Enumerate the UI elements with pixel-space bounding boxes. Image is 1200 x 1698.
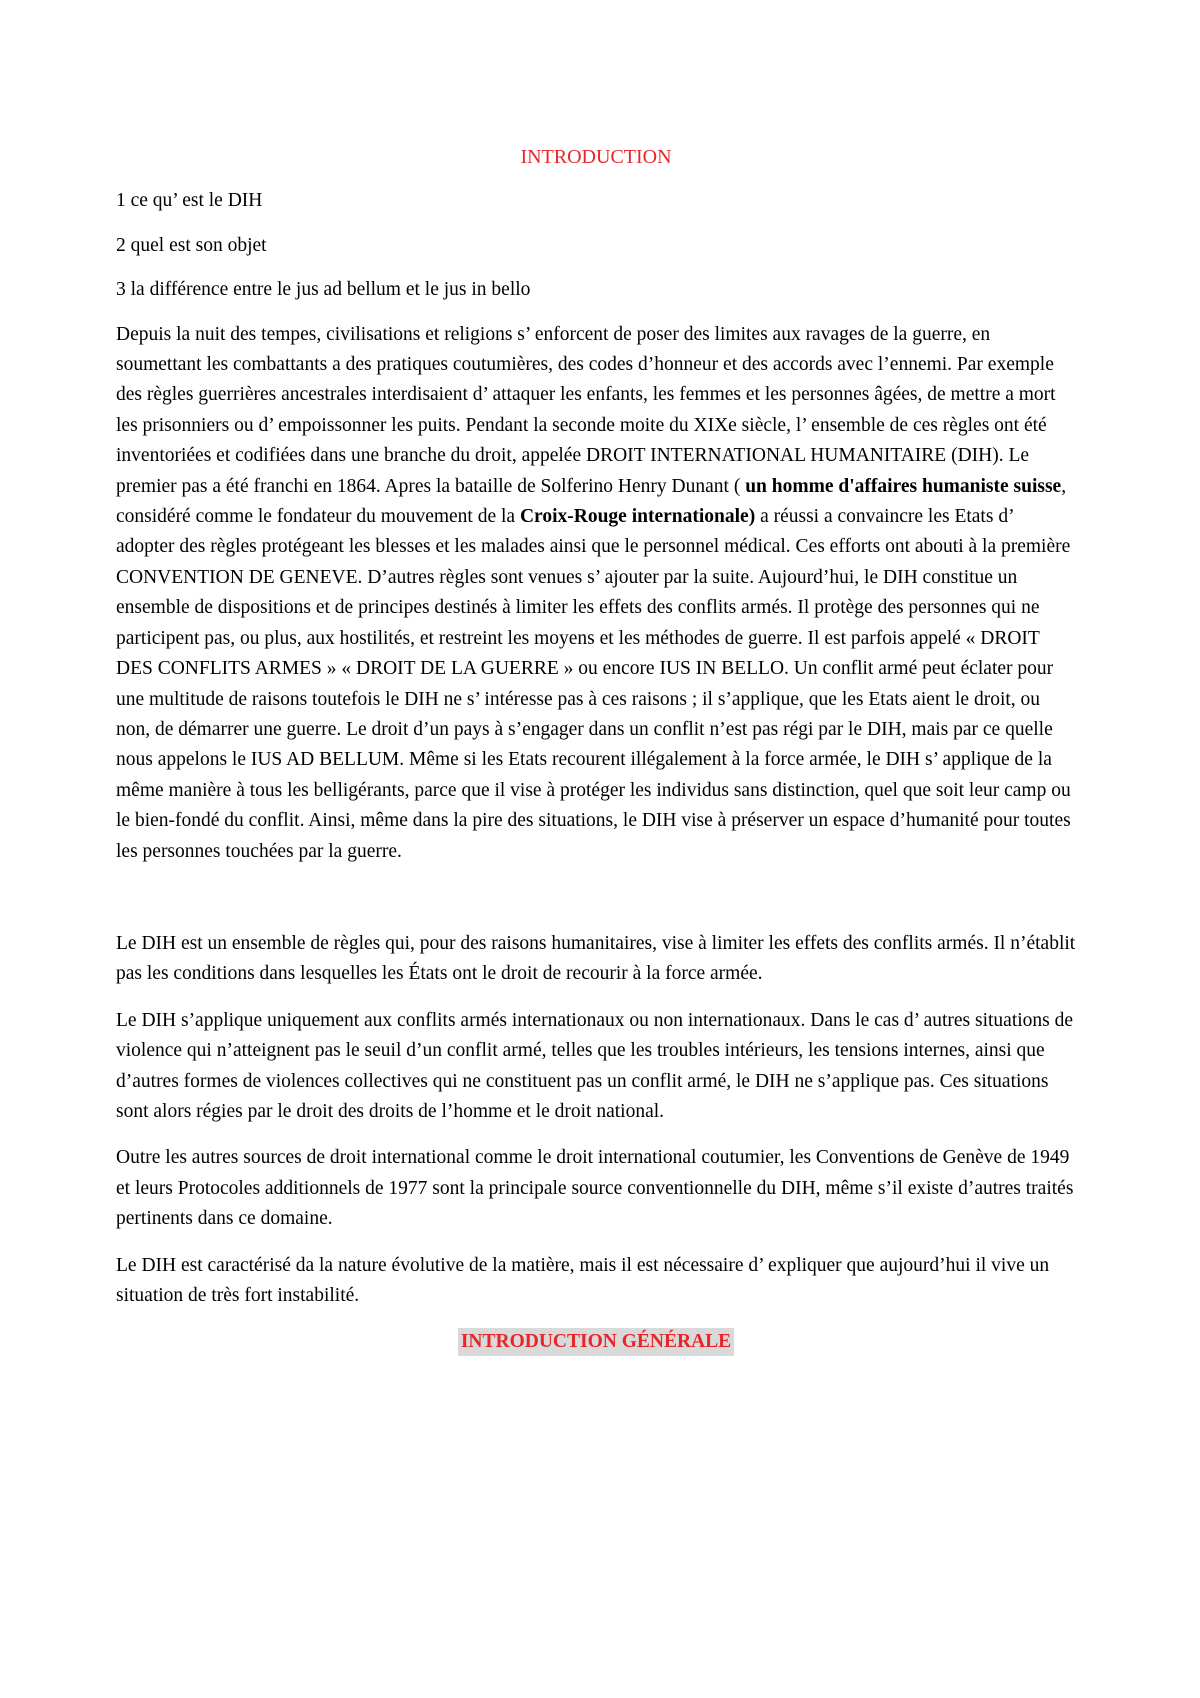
intro-bold-dunant: un homme d'affaires humaniste suisse — [740, 475, 1062, 497]
paragraph-evolution: Le DIH est caractérisé da la nature évolutive de la matière, mais il est nécessaire d’ expliquer que aujourd’hui il vive un situation de très fort instabilité. — [116, 1254, 1050, 1306]
intro-text-part-2: , considéré comme le fondateur du mouvement de la — [116, 475, 1067, 528]
document-body — [116, 142, 1076, 1358]
paragraph-sources: Outre les autres sources de droit international comme le droit international coutumier, les Conventions de Genève de 1949 et leurs Protocoles additionnels de 1977 sont la principale source conventionnelle du DIH, même s’il existe d’autres traités pertinents dans ce domaine. — [116, 1147, 1074, 1230]
paragraph-definition: Le DIH est un ensemble de règles qui, pour des raisons humanitaires, vise à limiter les effets des conflits armés. Il n’établit pas les conditions dans lesquelles les États ont le droit de recourir à la force armée. — [116, 932, 1076, 985]
paragraph-scope: Le DIH s’applique uniquement aux conflits armés internationaux ou non internationaux. Dans le cas d’ autres situations de violence qui n’atteignent pas le seuil d’un conflit armé, telles que les troubles intérieurs, les tensions internes, ainsi que d’autres formes de violences collectives qui ne constituent pas un conflit armé, le DIH ne s’applique pas. Ces situations sont alors régies par le droit des droits de l’homme et le droit national. — [116, 1009, 1074, 1122]
intro-paragraph — [116, 320, 1076, 867]
outline-item-1: 1 ce qu’ est le DIH — [116, 190, 263, 212]
section-heading — [116, 1327, 1076, 1357]
outline-item-2: 2 quel est son objet — [116, 234, 267, 256]
intro-text-part-1: Depuis la nuit des tempes, civilisations et religions s’ enforcent de poser des limites aux ravages de la guerre, en soumettant les combattants a des pratiques coutumières, des codes d’honneur et des accords avec l’ennemi. Par exemple des règles guerrières ancestrales interdisaient d’ attaquer les enfants, les femmes et les personnes âgées, de mettre a mort les prisonniers ou d’ empoissonner les puits. Pendant la seconde moite du XIXe siècle, l’ ensemble de ces règles ont été inventoriées et codifiées dans une branche du droit, appelée DROIT INTERNATIONAL HUMANITAIRE (DIH). Le premier pas a été franchi en 1864. Apres la bataille de Solferino Henry Dunant ( — [116, 323, 1056, 497]
intro-text-part-3: a réussi a convaincre les Etats d’ adopter des règles protégeant les blesses et les malades ainsi que le personnel médical. Ces efforts ont abouti à la première CONVENTION DE GENEVE. D’autres règles sont venues s’ ajouter par la suite. Aujourd’hui, le DIH constitue un ensemble de dispositions et de principes destinés à limiter les effets des conflits armés. Il protège des personnes qui ne participent pas, ou plus, aux hostilités, et restreint les moyens et les méthodes de guerre. Il est parfois appelé « DROIT DES CONFLITS ARMES » « DROIT DE LA GUERRE » ou encore IUS IN BELLO. Un conflit armé peut éclater pour une multitude de raisons toutefois le DIH ne s’ intéresse pas à ces raisons ; il s’applique, que les Etats aient le droit, ou non, de démarrer une guerre. Le droit d’un pays à s’engager dans un conflit n’est pas régi par le DIH, mais par ce quelle nous appelons le IUS AD BELLUM. Même si les Etats recourent illégalement à la force armée, le DIH s’ applique de la même manière à tous les belligérants, parce que il vise à protéger les individus sans distinction, quel que soit leur camp ou le bien-fondé du conflit. Ainsi, même dans la pire des situations, le DIH vise à préserver un espace d’humanité pour toutes les personnes touchées par la guerre. — [116, 506, 1071, 862]
blank-line — [116, 883, 1076, 929]
page-title: INTRODUCTION — [520, 146, 672, 168]
outline-item-3: 3 la différence entre le jus ad bellum et le jus in bello — [116, 279, 531, 301]
intro-bold-croix-rouge: Croix-Rouge internationale) — [519, 506, 756, 528]
section-heading-text: INTRODUCTION GÉNÉRALE — [458, 1328, 734, 1356]
